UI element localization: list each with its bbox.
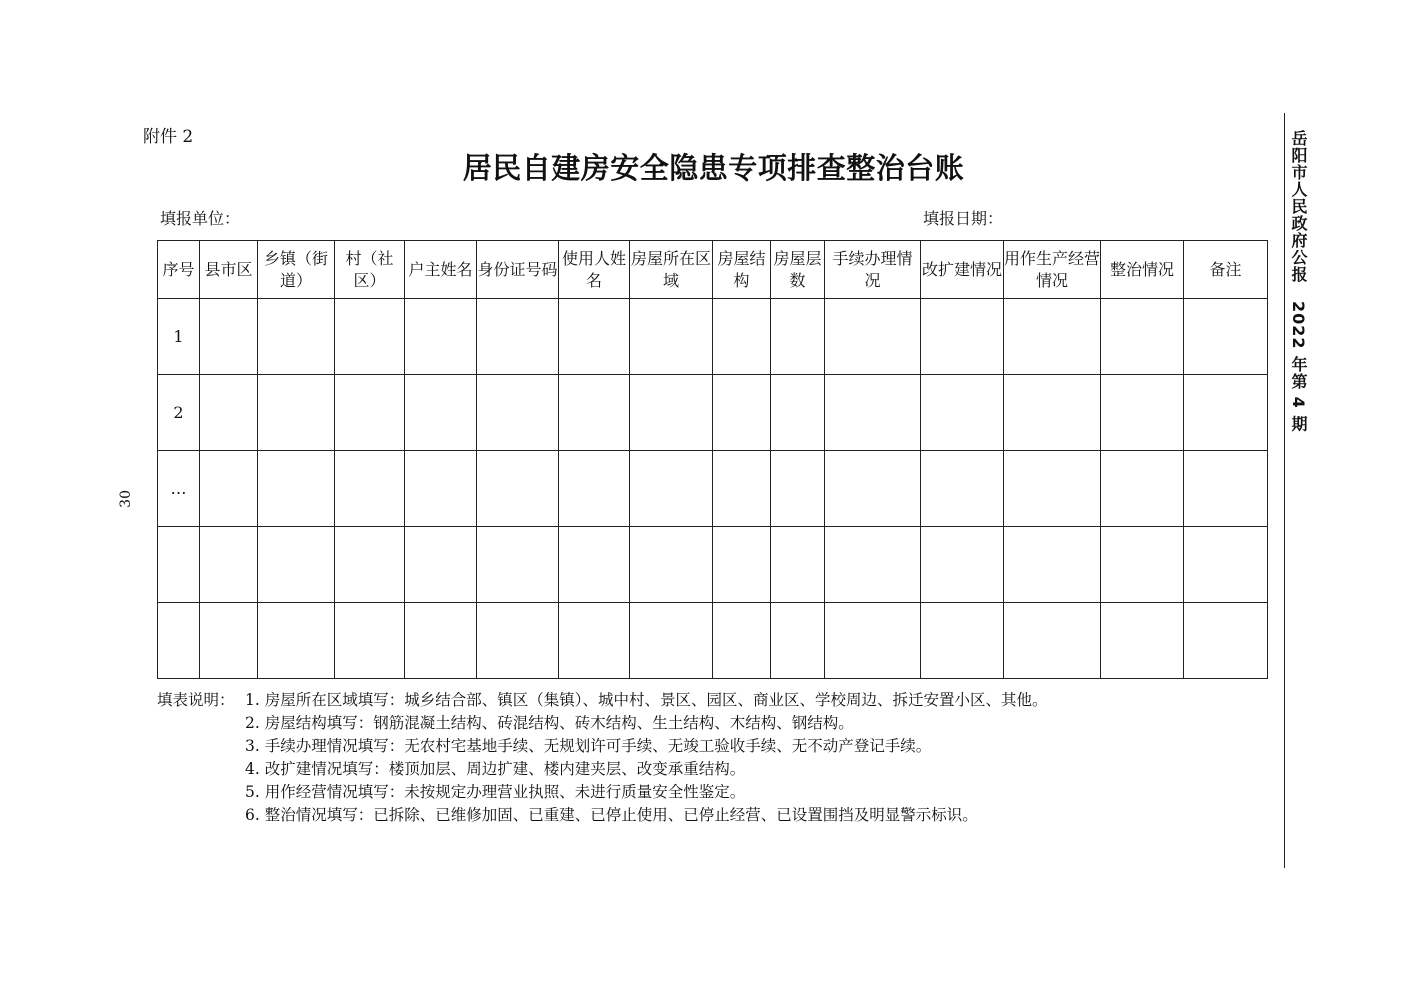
table-cell [825, 527, 921, 603]
note-item: 2. 房屋结构填写：钢筋混凝土结构、砖混结构、砖木结构、生土结构、木结构、钢结构。 [245, 714, 854, 732]
side-header [1286, 130, 1310, 432]
note-row [157, 689, 1047, 712]
table-cell [1184, 299, 1268, 375]
table-cell [335, 375, 405, 451]
header-cell: 身份证号码 [477, 241, 559, 299]
table-cell [258, 603, 335, 679]
table-cell [1101, 451, 1184, 527]
table-cell [771, 375, 825, 451]
table-row [158, 299, 1268, 375]
table-cell [477, 451, 559, 527]
note-row [157, 781, 1047, 804]
table-cell [335, 527, 405, 603]
table-cell [713, 527, 771, 603]
header-cell: 改扩建情况 [921, 241, 1004, 299]
table-cell [405, 375, 477, 451]
table-cell [559, 603, 630, 679]
table-cell [200, 299, 258, 375]
table-cell [1184, 375, 1268, 451]
header-cell: 乡镇（街道） [258, 241, 335, 299]
table-cell [921, 603, 1004, 679]
table-cell [405, 527, 477, 603]
table-cell [405, 451, 477, 527]
table-cell [630, 299, 713, 375]
table-cell [630, 375, 713, 451]
table-cell [258, 299, 335, 375]
header-cell: 序号 [158, 241, 200, 299]
table-cell [405, 603, 477, 679]
header-cell: 房屋结构 [713, 241, 771, 299]
table-cell [477, 299, 559, 375]
fill-unit-label: 填报单位： [160, 209, 241, 228]
notes-section [157, 689, 1047, 827]
table-cell [258, 527, 335, 603]
table-cell [477, 375, 559, 451]
table-cell [200, 375, 258, 451]
row-number-cell [158, 603, 200, 679]
table-cell [1184, 451, 1268, 527]
header-cell: 房屋层数 [771, 241, 825, 299]
table-cell [200, 451, 258, 527]
table-cell [335, 451, 405, 527]
table-cell [200, 603, 258, 679]
header-cell: 整治情况 [1101, 241, 1184, 299]
table-cell [825, 451, 921, 527]
row-number-cell [158, 527, 200, 603]
document-title: 居民自建房安全隐患专项排查整治台账 [462, 151, 965, 185]
header-cell: 村（社区） [335, 241, 405, 299]
page-number: 30 [118, 490, 134, 508]
table-cell [713, 299, 771, 375]
table-cell [258, 375, 335, 451]
table-cell [825, 375, 921, 451]
note-row [157, 758, 1047, 781]
note-row [157, 804, 1047, 827]
ledger-table [157, 240, 1268, 679]
table-cell [713, 603, 771, 679]
table-cell [335, 603, 405, 679]
table-row [158, 527, 1268, 603]
row-number-cell: 1 [158, 299, 200, 375]
header-cell: 户主姓名 [405, 241, 477, 299]
attachment-label: 附件 2 [143, 127, 194, 147]
note-item: 3. 手续办理情况填写：无农村宅基地手续、无规划许可手续、无竣工验收手续、无不动产登记手续。 [245, 737, 932, 755]
table-cell [559, 527, 630, 603]
table-cell [1184, 527, 1268, 603]
table-cell [200, 527, 258, 603]
header-cell: 县市区 [200, 241, 258, 299]
table-cell [335, 299, 405, 375]
table-cell [825, 299, 921, 375]
row-number-cell: 2 [158, 375, 200, 451]
table-cell [921, 375, 1004, 451]
table-cell [258, 451, 335, 527]
row-number-cell: … [158, 451, 200, 527]
table-cell [559, 299, 630, 375]
header-cell: 备注 [1184, 241, 1268, 299]
header-cell: 用作生产经营情况 [1004, 241, 1101, 299]
table-cell [1004, 527, 1101, 603]
table-cell [825, 603, 921, 679]
table-cell [713, 451, 771, 527]
note-item: 5. 用作经营情况填写：未按规定办理营业执照、未进行质量安全性鉴定。 [245, 783, 746, 801]
table-cell [713, 375, 771, 451]
table-cell [1101, 527, 1184, 603]
table-cell [405, 299, 477, 375]
note-row [157, 735, 1047, 758]
table-cell [630, 603, 713, 679]
table-cell [477, 527, 559, 603]
table-cell [1004, 299, 1101, 375]
table-cell [771, 527, 825, 603]
table-cell [921, 299, 1004, 375]
table-cell [559, 451, 630, 527]
table-row [158, 375, 1268, 451]
table-row [158, 603, 1268, 679]
header-cell: 使用人姓名 [559, 241, 630, 299]
table-cell [771, 299, 825, 375]
notes-label: 填表说明： [157, 691, 235, 709]
note-item: 6. 整治情况填写：已拆除、已维修加固、已重建、已停止使用、已停止经营、已设置围挡及明显警示标识。 [245, 806, 978, 824]
table-cell [477, 603, 559, 679]
side-divider [1284, 113, 1285, 868]
publication-name: 岳阳市人民政府公报 [1289, 130, 1308, 283]
note-row [157, 712, 1047, 735]
table-cell [1101, 299, 1184, 375]
table-cell [630, 527, 713, 603]
table-cell [921, 527, 1004, 603]
table-row [158, 451, 1268, 527]
table-cell [1184, 603, 1268, 679]
table-cell [1101, 375, 1184, 451]
fill-date-label: 填报日期： [923, 209, 1004, 228]
table-cell [1004, 603, 1101, 679]
table-cell [771, 451, 825, 527]
table-cell [559, 375, 630, 451]
note-item: 4. 改扩建情况填写：楼顶加层、周边扩建、楼内建夹层、改变承重结构。 [245, 760, 746, 778]
header-cell: 房屋所在区域 [630, 241, 713, 299]
note-item: 1. 房屋所在区域填写：城乡结合部、镇区（集镇）、城中村、景区、园区、商业区、学校周边、拆迁安置小区、其他。 [245, 691, 1048, 709]
table-cell [1101, 603, 1184, 679]
table-cell [1004, 451, 1101, 527]
header-cell: 手续办理情况 [825, 241, 921, 299]
issue-number: 2022 年第 4 期 [1289, 301, 1308, 433]
table-cell [1004, 375, 1101, 451]
header-row [158, 241, 1268, 299]
table-cell [921, 451, 1004, 527]
table-cell [771, 603, 825, 679]
table-cell [630, 451, 713, 527]
